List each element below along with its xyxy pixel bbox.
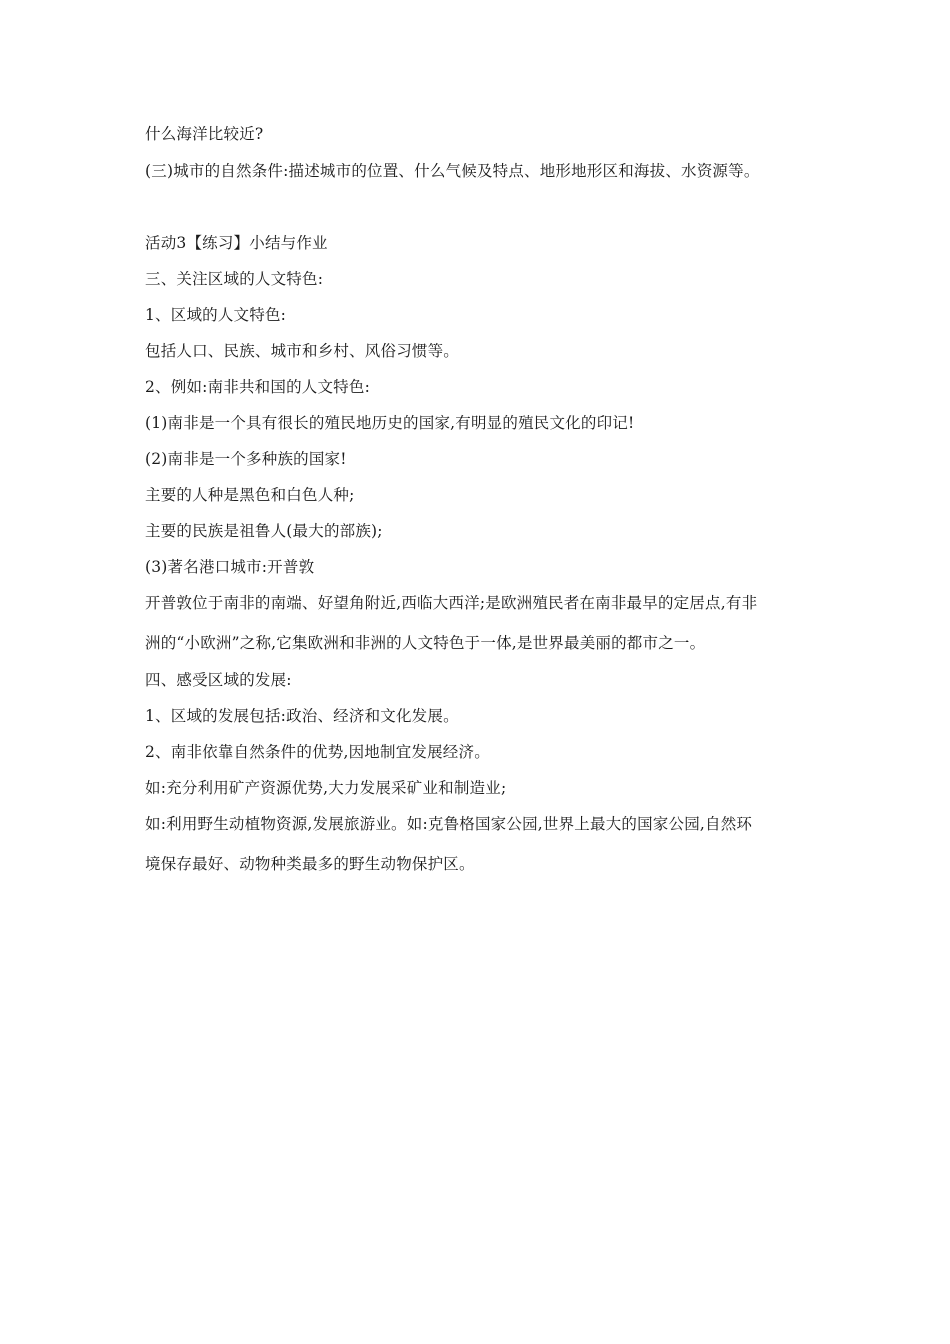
- text-line: (3)著名港口城市:开普敦: [145, 558, 315, 576]
- text-line: (2)南非是一个多种族的国家!: [145, 450, 347, 468]
- text-line: 1、区域的发展包括:政治、经济和文化发展。: [145, 707, 459, 725]
- text-line: (1)南非是一个具有很长的殖民地历史的国家,有明显的殖民文化的印记!: [145, 414, 635, 432]
- text-line: 如:充分利用矿产资源优势,大力发展采矿业和制造业;: [145, 779, 507, 797]
- text-line: 2、例如:南非共和国的人文特色:: [145, 378, 371, 396]
- text-line: 主要的人种是黑色和白色人种;: [145, 486, 355, 504]
- text-line: 如:利用野生动植物资源,发展旅游业。如:克鲁格国家公园,世界上最大的国家公园,自然环: [145, 815, 753, 833]
- text-line: 四、感受区域的发展:: [145, 671, 292, 689]
- text-line: 1、区域的人文特色:: [145, 306, 287, 324]
- text-line: 活动3【练习】小结与作业: [145, 234, 328, 252]
- text-line: 什么海洋比较近?: [145, 125, 264, 143]
- text-line: 主要的民族是祖鲁人(最大的部族);: [145, 522, 383, 540]
- text-line: 开普敦位于南非的南端、好望角附近,西临大西洋;是欧洲殖民者在南非最早的定居点,有非: [145, 594, 758, 612]
- text-line: 洲的“小欧洲”之称,它集欧洲和非洲的人文特色于一体,是世界最美丽的都市之一。: [145, 634, 706, 652]
- text-line: 三、关注区域的人文特色:: [145, 270, 324, 288]
- text-line: (三)城市的自然条件:描述城市的位置、什么气候及特点、地形地形区和海拔、水资源等。: [145, 162, 760, 180]
- text-line: 包括人口、民族、城市和乡村、风俗习惯等。: [145, 342, 460, 360]
- text-line: 境保存最好、动物种类最多的野生动物保护区。: [145, 855, 475, 873]
- text-line: 2、南非依靠自然条件的优势,因地制宜发展经济。: [145, 743, 490, 761]
